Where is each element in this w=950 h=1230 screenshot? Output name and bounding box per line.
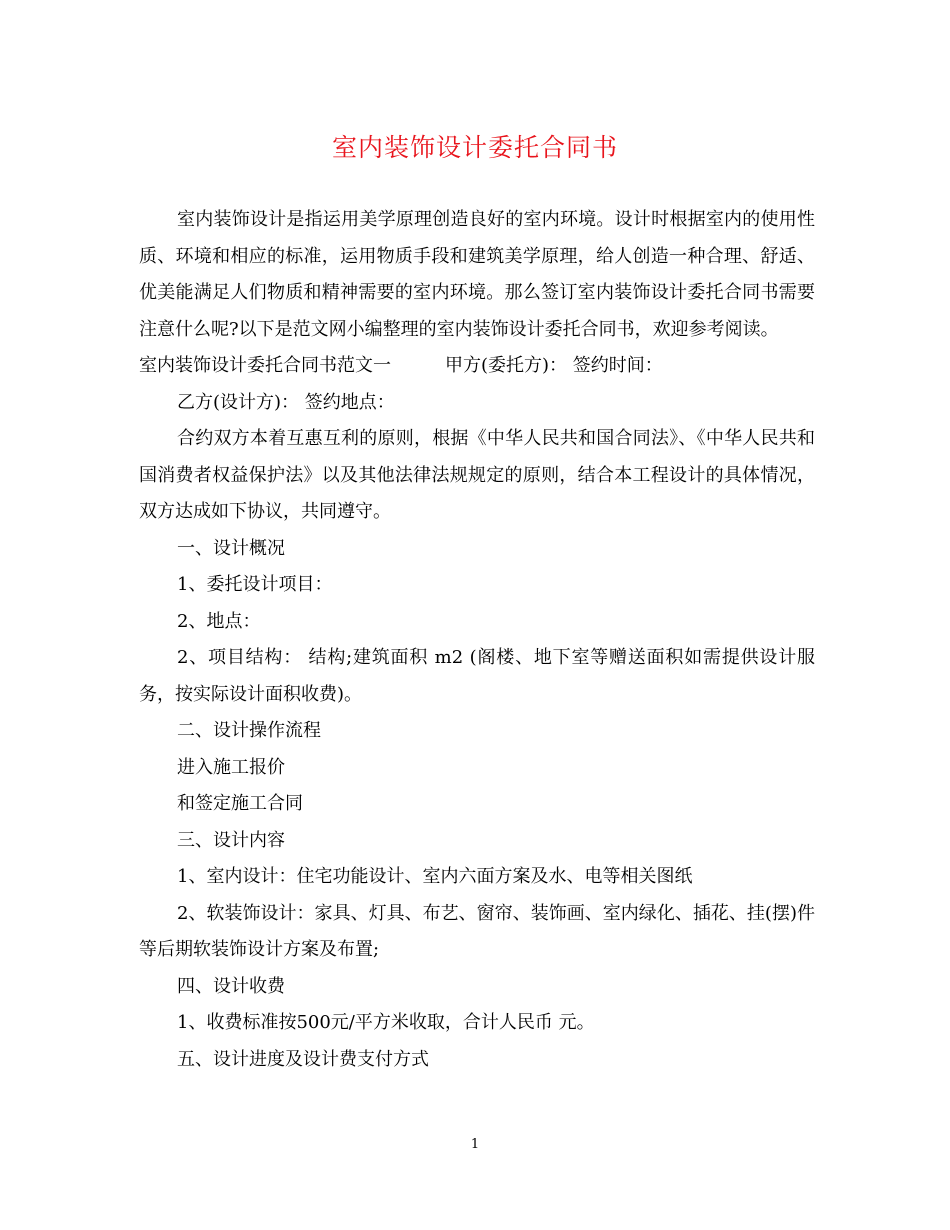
section-heading: 五、设计进度及设计费支付方式 [177, 1048, 429, 1070]
clause-line: 2、项目结构： 结构;建筑面积 m2 (阁楼、地下室等赠送面积如需提供设计服务，按实际设计面积收费)。 [139, 647, 815, 705]
clause-line: 进入施工报价 [177, 756, 285, 778]
section-heading: 四、设计收费 [177, 975, 285, 997]
clause-line: 2、地点： [177, 610, 261, 632]
party-b-line: 乙方(设计方)： 签约地点： [177, 391, 395, 413]
document-title: 室内装饰设计委托合同书 [331, 133, 618, 162]
intro-paragraph: 室内装饰设计是指运用美学原理创造良好的室内环境。设计时根据室内的使用性质、环境和相应的标准，运用物质手段和建筑美学原理，给人创造一种合理、舒适、优美能满足人们物质和精神需要的室内环境。那么签订室内装饰设计委托合同书需要注意什么呢?以下是范文网小编整理的室内装饰设计委托合同书，欢迎参考阅读。 [139, 209, 815, 340]
section-heading: 一、设计概况 [177, 537, 285, 559]
clause-line: 1、收费标准按500元/平方米收取，合计人民币 元。 [177, 1012, 595, 1033]
page-number: 1 [470, 1137, 480, 1152]
section-heading: 三、设计内容 [177, 829, 285, 851]
agreement-paragraph: 合约双方本着互惠互利的原则，根据《中华人民共和国合同法》、《中华人民共和国消费者权益保护法》以及其他法律法规规定的原则，结合本工程设计的具体情况，双方达成如下协议，共同遵守。 [139, 428, 815, 522]
party-a-line: 室内装饰设计委托合同书范文一 甲方(委托方)： 签约时间： [139, 355, 663, 376]
clause-line: 和签定施工合同 [177, 793, 303, 814]
document-body [139, 202, 815, 1078]
clause-line: 2、软装饰设计：家具、灯具、布艺、窗帘、装饰画、室内绿化、插花、挂(摆)件等后期软装饰设计方案及布置; [139, 902, 815, 960]
clause-line: 1、委托设计项目： [177, 574, 333, 595]
section-heading: 二、设计操作流程 [177, 720, 321, 741]
clause-line: 1、室内设计：住宅功能设计、室内六面方案及水、电等相关图纸 [177, 866, 693, 887]
